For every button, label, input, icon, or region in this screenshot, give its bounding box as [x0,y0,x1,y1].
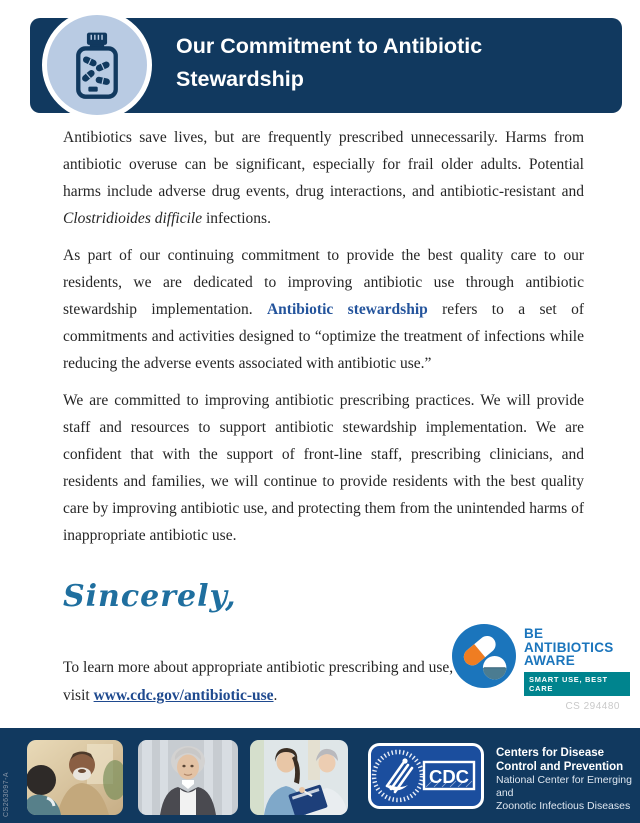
paragraph-practices: We are committed to improving antibiotic prescribing practices. We will provide staff and resources to support antibiotic stewardship implementation. We are confident that with the support of front-line staff, prescribing clinicians, and residents and families, we will continue to provide residents with the best quality care by improving antibiotic use, and protecting them from the unintended harms of inappropriate antibiotic use. [63,392,584,544]
pill-bottle-icon [42,10,152,120]
page-title-line2: Stewardship [176,67,304,91]
baa-line-aware: AWARE [524,653,576,668]
footer-band [0,728,640,823]
learn-more-period: . [273,687,278,704]
cdc-logo-text: CDC [428,766,470,787]
be-antibiotics-aware-logo [452,624,630,696]
be-antibiotics-aware-wordmark [524,624,630,696]
letter-body [63,124,584,710]
document-number: CS 294480 [565,701,620,712]
paragraph-harms [63,124,584,232]
baa-line-be: BE [524,626,544,641]
baa-line-antibiotics: ANTIBIOTICS [524,639,614,655]
agency-line2: Control and Prevention [496,761,624,773]
clostridioides-difficile-term: Clostridioides difficile [63,210,203,227]
learn-more-paragraph [63,654,463,710]
cdc-antibiotic-use-link[interactable]: www.cdc.gov/antibiotic-use [93,687,274,704]
nurse-and-clinician-with-clipboard-photo [250,740,348,815]
older-man-talking-with-caregiver-photo [27,740,123,815]
paragraph-harms-tail: infections. [202,210,271,227]
signature-sincerely: Sincerely, [63,579,237,614]
page-title [176,30,606,96]
agency-line1: Centers for Disease [496,747,605,759]
page-title-line1: Our Commitment to Antibiotic [176,34,483,58]
cdc-logo [368,743,484,809]
antibiotic-stewardship-emphasis: Antibiotic stewardship [266,301,428,318]
center-line2: Zoonotic Infectious Diseases [496,800,631,812]
paragraph-commitment-text: As part of our continuing commitment to provide the best quality care to our residents, we are dedicated to improving antibiotic use through antibiotic stewardship implementation. [63,247,584,318]
center-line1: National Center for Emerging and [496,774,632,799]
paragraph-commitment-tail: refers to a set of commitments and activities designed to “optimize the treatment of infections while reducing the adverse events associated with antibiotic use.” [63,301,585,372]
baa-tagline: SMART USE, BEST CARE [524,672,630,696]
side-document-code: CS263097-A [3,771,10,817]
elderly-woman-portrait-photo [138,740,238,815]
learn-more-text: To learn more about appropriate antibiotic prescribing and use, visit [63,659,454,704]
paragraph-commitment [63,242,584,377]
paragraph-harms-text: Antibiotics save lives, but are frequently prescribed unnecessarily. Harms from antibiotic overuse can be significant, especially for frail older adults. Potential harms include adverse drug events, drug interactions, and antibiotic-resistant and [63,129,584,200]
cdc-agency-text [496,746,640,813]
pill-capsule-and-tablet-icon [452,624,516,693]
